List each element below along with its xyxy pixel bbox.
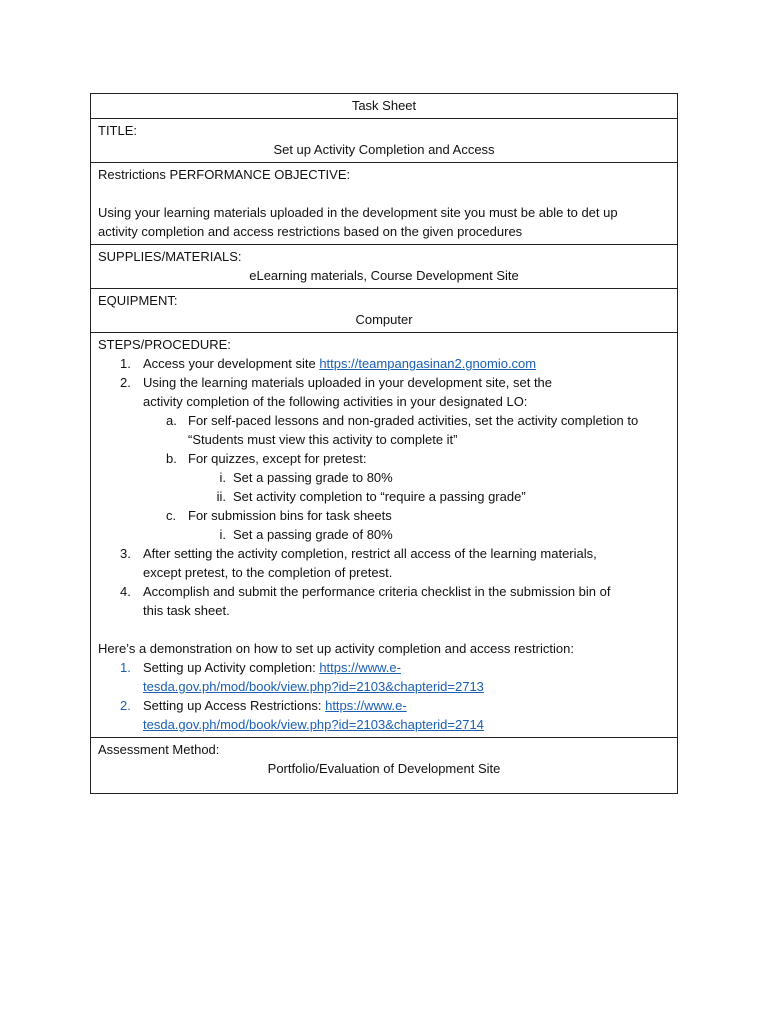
step-number: 2. xyxy=(120,375,131,390)
equipment-value: Computer xyxy=(355,312,413,327)
step-number: 4. xyxy=(120,584,131,599)
objective-label: Restrictions PERFORMANCE OBJECTIVE: xyxy=(98,167,351,182)
step-4 xyxy=(98,582,670,620)
activity-completion-link-cont[interactable]: tesda.gov.ph/mod/book/view.php?id=2103&chapterid=2713 xyxy=(143,679,484,694)
title-row xyxy=(91,119,677,163)
step-4-line1: Accomplish and submit the performance criteria checklist in the submission bin of xyxy=(143,584,611,599)
step-3-line2: except pretest, to the completion of pretest. xyxy=(143,565,393,580)
title-label: TITLE: xyxy=(98,123,138,138)
equipment-row xyxy=(91,289,677,333)
objective-text-line1: Using your learning materials uploaded in the development site you must be able to det up xyxy=(98,205,618,220)
assessment-value: Portfolio/Evaluation of Development Site xyxy=(267,761,501,776)
title-value: Set up Activity Completion and Access xyxy=(273,142,495,157)
steps-label: STEPS/PROCEDURE: xyxy=(98,337,231,352)
development-site-link[interactable]: https://teampangasinan2.gnomio.com xyxy=(319,356,537,371)
step-2c-text: For submission bins for task sheets xyxy=(188,508,392,523)
step-2a-line2: “Students must view this activity to complete it” xyxy=(188,432,458,447)
step-2b xyxy=(98,449,670,468)
roman-numeral: i. xyxy=(219,470,226,485)
sheet-title: Task Sheet xyxy=(351,98,417,113)
step-2b-text: For quizzes, except for pretest: xyxy=(188,451,367,466)
demo-1 xyxy=(98,658,670,696)
step-2b-i xyxy=(98,468,670,487)
step-1 xyxy=(98,354,670,373)
step-3-line1: After setting the activity completion, restrict all access of the learning materials, xyxy=(143,546,597,561)
supplies-value: eLearning materials, Course Development Site xyxy=(249,268,519,283)
activity-completion-link[interactable]: https://www.e- xyxy=(319,660,401,675)
sheet-title-row xyxy=(91,94,677,119)
steps-gap xyxy=(98,620,670,639)
objective-row xyxy=(91,163,677,245)
step-2 xyxy=(98,373,670,411)
assessment-row xyxy=(91,738,677,794)
demo-number: 1. xyxy=(120,660,131,675)
step-2b-ii xyxy=(98,487,670,506)
step-2a-line1: For self-paced lessons and non-graded activities, set the activity completion to xyxy=(188,413,639,428)
step-2-line2: activity completion of the following activities in your designated LO: xyxy=(143,394,528,409)
supplies-row xyxy=(91,245,677,289)
task-sheet-table xyxy=(90,93,678,794)
roman-numeral: i. xyxy=(219,527,226,542)
step-2b-i-text: Set a passing grade to 80% xyxy=(233,470,393,485)
step-1-text: Access your development site xyxy=(143,356,320,371)
sub-step-letter: a. xyxy=(166,413,177,428)
roman-numeral: ii. xyxy=(216,489,226,504)
access-restrictions-link[interactable]: https://www.e- xyxy=(325,698,407,713)
step-2-line1: Using the learning materials uploaded in your development site, set the xyxy=(143,375,553,390)
step-number: 3. xyxy=(120,546,131,561)
objective-gap xyxy=(98,184,670,203)
demo-1-text: Setting up Activity completion: xyxy=(143,660,320,675)
step-3 xyxy=(98,544,670,582)
step-number: 1. xyxy=(120,356,131,371)
access-restrictions-link-cont[interactable]: tesda.gov.ph/mod/book/view.php?id=2103&chapterid=2714 xyxy=(143,717,484,732)
sub-step-letter: c. xyxy=(166,508,177,523)
objective-text-line2: activity completion and access restrictions based on the given procedures xyxy=(98,224,523,239)
assessment-label: Assessment Method: xyxy=(98,742,220,757)
step-2c-i xyxy=(98,525,670,544)
supplies-label: SUPPLIES/MATERIALS: xyxy=(98,249,242,264)
step-2c-i-text: Set a passing grade of 80% xyxy=(233,527,393,542)
steps-row xyxy=(91,333,677,738)
equipment-label: EQUIPMENT: xyxy=(98,293,178,308)
demo-2 xyxy=(98,696,670,734)
step-2a xyxy=(98,411,670,449)
demo-intro: Here’s a demonstration on how to set up activity completion and access restriction: xyxy=(98,641,574,656)
step-2b-ii-text: Set activity completion to “require a passing grade” xyxy=(233,489,526,504)
step-4-line2: this task sheet. xyxy=(143,603,230,618)
sub-step-letter: b. xyxy=(166,451,177,466)
demo-number: 2. xyxy=(120,698,131,713)
step-2c xyxy=(98,506,670,525)
demo-2-text: Setting up Access Restrictions: xyxy=(143,698,326,713)
